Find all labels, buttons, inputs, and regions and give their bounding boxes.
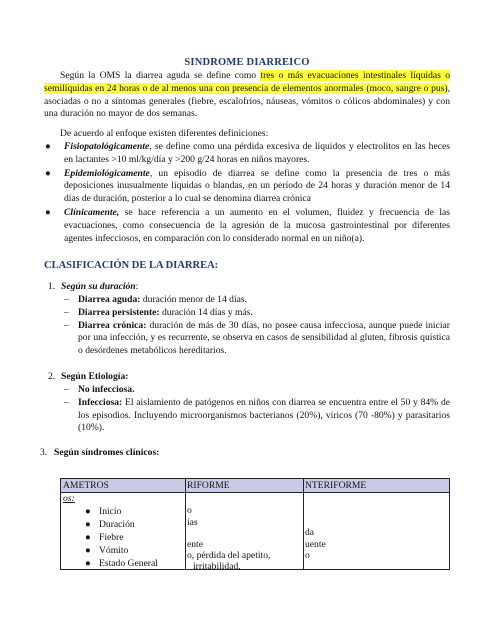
table-header-cell: RIFORME bbox=[187, 480, 230, 491]
intro-text-start: Según la OMS la diarrea aguda se define como bbox=[60, 70, 261, 81]
table-header-cell: NTERIFORME bbox=[305, 480, 367, 491]
bullet-icon: ● bbox=[85, 545, 91, 556]
table-header-cell: AMETROS bbox=[63, 480, 109, 491]
definitions-intro: De acuerdo al enfoque existen diferentes definiciones: bbox=[60, 128, 269, 139]
item-term: No infecciosa. bbox=[78, 384, 135, 395]
table-cell: Inicio bbox=[99, 506, 122, 517]
intro-text-end: , asociadas o no a síntomas generales (fiebre, escalofríos, náuseas, vómitos o cólicos abdominales) y con una duración no mayor de dos semanas. bbox=[44, 82, 450, 120]
table-cell: Fiebre bbox=[99, 532, 124, 543]
table-cell: ente bbox=[187, 539, 203, 550]
list-item bbox=[44, 207, 450, 245]
duration-list bbox=[64, 294, 450, 358]
table-cell: irritabilidad. bbox=[193, 561, 241, 570]
definition-term: Fisiopatológicamente bbox=[64, 141, 150, 152]
clinical-syndromes-table bbox=[60, 478, 450, 570]
list-item bbox=[64, 384, 450, 397]
table-cell: da bbox=[305, 527, 315, 538]
section-heading bbox=[61, 281, 138, 294]
table-subheader: os: bbox=[63, 493, 75, 504]
bullet-icon: ● bbox=[85, 506, 91, 517]
table-cell: o, pérdida del apetito, bbox=[187, 550, 271, 561]
section-heading-text: Según su duración bbox=[61, 281, 136, 292]
page-title: SINDROME DIARREICO bbox=[184, 57, 310, 68]
item-term: Diarrea aguda: bbox=[78, 294, 141, 305]
bullet-icon: ● bbox=[85, 519, 91, 530]
table-row bbox=[85, 518, 158, 531]
table-cell: o bbox=[187, 505, 192, 516]
item-term: Infecciosa: bbox=[78, 396, 123, 408]
list-item bbox=[64, 307, 450, 320]
table-cell: uente bbox=[305, 539, 326, 550]
table-parameter-list bbox=[85, 505, 158, 570]
table-cell: Duración bbox=[99, 519, 135, 530]
list-item bbox=[44, 141, 450, 167]
item-term: Diarrea crónica: bbox=[78, 319, 147, 331]
list-item bbox=[64, 397, 450, 435]
definition-text: se hace referencia a un aumento en el volumen, fluidez y frecuencia de las evacuaciones, como consecuencia de la agresión de la mucosa gastrointestinal por diferentes agentes infecciosos, en comparación con lo considerado normal en un niño(a). bbox=[64, 206, 450, 244]
classification-heading: CLASIFICACIÓN DE LA DIARREA: bbox=[44, 260, 219, 271]
definition-text: , un episodio de diarrea se define como la presencia de tres o más deposiciones inusualmente líquidas o blandas, en un período de 24 horas y duración menor de 14 días de duración, posterior a lo cual se denomina diarrea crónica bbox=[64, 167, 450, 205]
table-cell: ías bbox=[187, 517, 198, 528]
table-row bbox=[85, 557, 158, 570]
item-term: Diarrea persistente: bbox=[78, 306, 160, 318]
section-number: 3. bbox=[40, 447, 48, 458]
table-divider bbox=[185, 479, 186, 570]
definitions-list bbox=[44, 141, 450, 246]
section-heading-colon: : bbox=[135, 281, 139, 292]
table-cell: Vómito bbox=[99, 545, 129, 556]
table-row bbox=[85, 544, 158, 557]
list-item bbox=[64, 294, 450, 307]
item-text: duración de más de 30 días, no posee causa infecciosa, aunque puede iniciar por una infección, y es recurrente, se observa en casos de sensibilidad al gluten, fibrosis quística o desórdenes metabólicos hereditarios. bbox=[78, 319, 450, 357]
bullet-icon: ● bbox=[45, 141, 51, 152]
table-cell: o bbox=[305, 550, 310, 561]
dash-icon: – bbox=[64, 319, 69, 331]
bullet-icon: ● bbox=[45, 167, 51, 179]
list-item bbox=[44, 168, 450, 206]
dash-icon: – bbox=[64, 396, 69, 408]
table-row bbox=[85, 505, 158, 518]
item-text: duración menor de 14 días. bbox=[140, 294, 248, 305]
bullet-icon: ● bbox=[45, 206, 51, 218]
dash-icon: – bbox=[64, 384, 69, 395]
table-cell: Estado General bbox=[99, 558, 158, 569]
definition-term: Clínicamente, bbox=[64, 206, 120, 218]
item-text: El aislamiento de patógenos en niños con diarrea se encuentra entre el 50 y 84% de los episodios. Incluyendo microorganismos bacterianos (20%), víricos (70 -80%) y parasitarios (10%). bbox=[78, 396, 450, 434]
list-item bbox=[64, 320, 450, 358]
definition-term: Epidemiológicamente bbox=[64, 167, 150, 179]
section-number: 1. bbox=[48, 281, 56, 292]
dash-icon: – bbox=[64, 306, 69, 318]
bullet-icon: ● bbox=[85, 558, 91, 569]
dash-icon: – bbox=[64, 294, 69, 305]
definition-text: , se define como una pérdida excesiva de líquidos y electrolitos en las heces en lactantes >10 ml/kg/día y >200 g/24 horas en niños mayores. bbox=[64, 141, 450, 165]
section-number: 2. bbox=[48, 371, 56, 382]
table-row bbox=[85, 531, 158, 544]
section-heading: Según Etiología: bbox=[61, 371, 129, 382]
highlighted-definition: tres o más evacuaciones intestinales líquidas o semilíquidas en 24 horas o de al menos una con presencia de elementos anormales (moco, sangre o pus) bbox=[44, 70, 450, 94]
section-heading: Según síndromes clínicos: bbox=[54, 447, 160, 458]
table-divider bbox=[303, 479, 304, 570]
etiology-list bbox=[64, 384, 450, 435]
table-header-row bbox=[61, 479, 449, 493]
intro-paragraph bbox=[44, 70, 450, 121]
bullet-icon: ● bbox=[85, 532, 91, 543]
item-text: duración 14 días y más. bbox=[159, 306, 253, 318]
